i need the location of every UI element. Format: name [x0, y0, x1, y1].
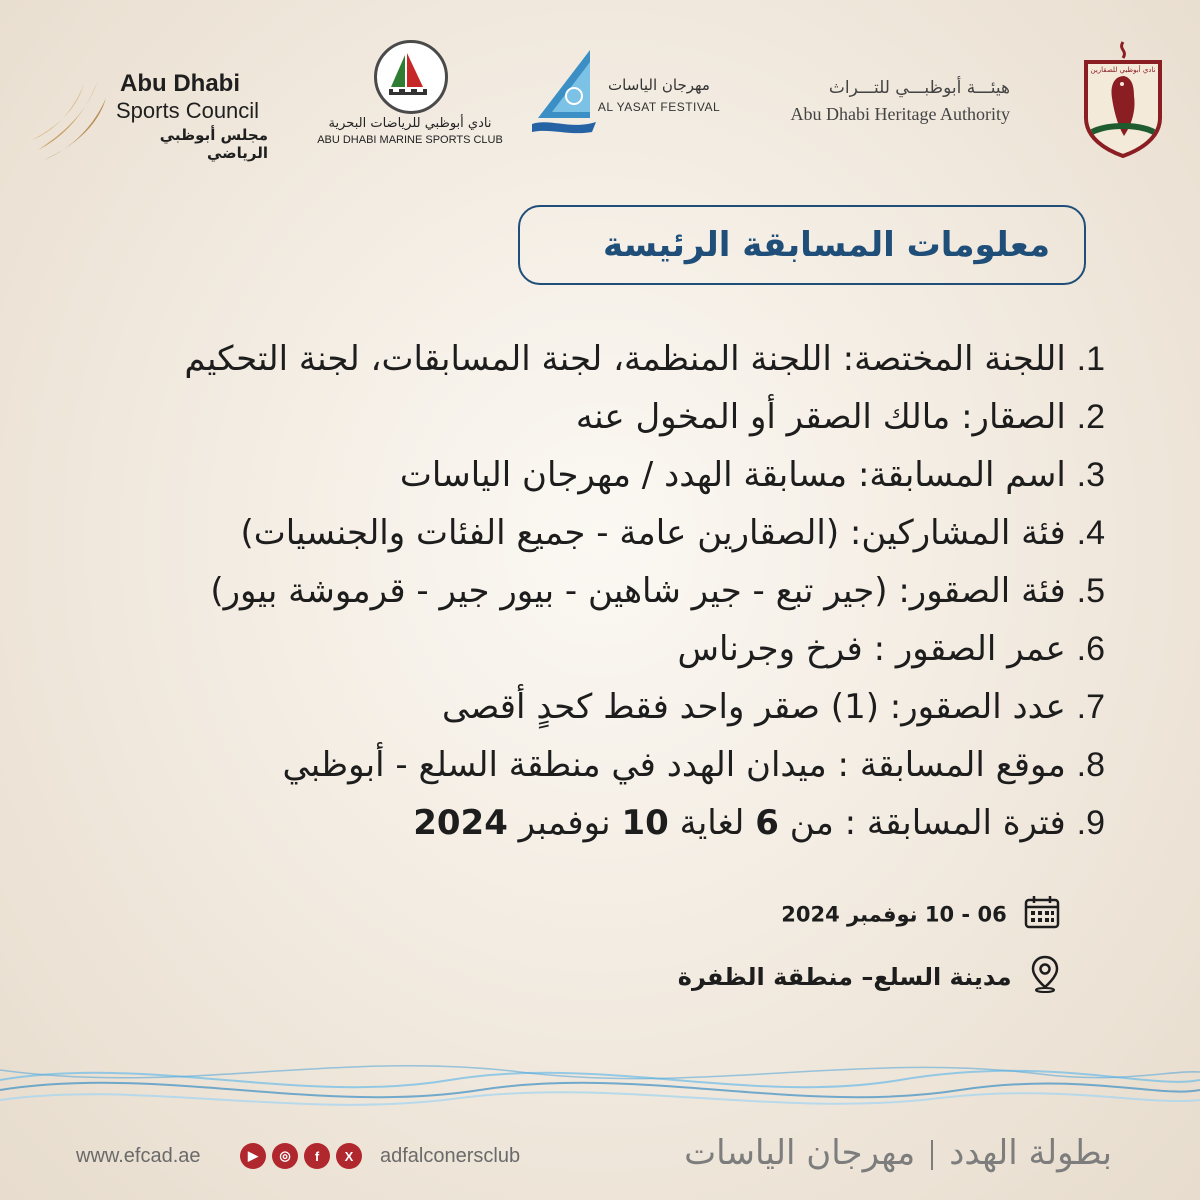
list-item: 4. فئة المشاركين: (الصقارين عامة - جميع الفئات والجنسيات): [240, 513, 1105, 553]
yasat-sail-icon: [530, 48, 600, 134]
marine-club-emblem-icon: [374, 40, 448, 114]
event-location-text: مدينة السلع– منطقة الظفرة: [677, 963, 1012, 991]
heritage-authority-logo: [770, 78, 1020, 138]
slogan-festival: مهرجان الياسات: [684, 1133, 916, 1173]
youtube-icon[interactable]: ▶: [240, 1143, 266, 1169]
x-twitter-icon[interactable]: X: [336, 1143, 362, 1169]
list-item: 3. اسم المسابقة: مسابقة الهدد / مهرجان الياسات: [399, 455, 1105, 495]
list-item: 7. عدد الصقور: (1) صقر واحد فقط كحدٍ أقصى: [441, 687, 1105, 727]
list-item: 5. فئة الصقور: (جير تبع - جير شاهين - بيور جير - قرموشة بيور): [210, 571, 1105, 611]
marine-club-logo: [300, 40, 530, 160]
title-box: [518, 205, 1086, 285]
marine-club-english: ABU DHABI MARINE SPORTS CLUB: [317, 134, 503, 146]
svg-text:نادي أبوظبي للصقارين: نادي أبوظبي للصقارين: [1090, 66, 1156, 74]
website-link[interactable]: www.efcad.ae: [76, 1145, 201, 1167]
slogan-separator: [931, 1140, 933, 1170]
yasat-festival-logo: [530, 48, 740, 158]
yasat-english: AL YASAT FESTIVAL: [597, 100, 721, 114]
list-item: 9. فترة المسابقة : من 6 لغاية 10 نوفمبر 2024: [413, 803, 1105, 843]
location-pin-icon: [1030, 955, 1060, 999]
social-handle[interactable]: adfalconersclub: [380, 1145, 521, 1167]
falconers-club-logo: [1078, 40, 1168, 158]
sports-council-line1: Abu Dhabi: [120, 70, 240, 97]
list-item: 8. موقع المسابقة : ميدان الهدد في منطقة السلع - أبوظبي: [282, 745, 1105, 785]
heritage-arabic: هيئـــة أبوظبـــي للتـــراث: [828, 78, 1010, 98]
marine-club-arabic: نادي أبوظبي للرياضات البحرية: [328, 116, 492, 131]
sports-council-emblem-icon: [28, 70, 114, 170]
facebook-icon[interactable]: f: [304, 1143, 330, 1169]
footer-slogan: [684, 1133, 1112, 1173]
event-date: [600, 895, 1060, 934]
falcon-shield-icon: [1078, 40, 1168, 158]
instagram-icon[interactable]: ◎: [272, 1143, 298, 1169]
social-icons: [240, 1143, 362, 1169]
partner-logos: [0, 40, 1200, 170]
page-title: معلومات المسابقة الرئيسة: [603, 225, 1050, 265]
footer: [0, 1125, 1200, 1185]
heritage-english: Abu Dhabi Heritage Authority: [790, 104, 1010, 124]
list-item: 1. اللجنة المختصة: اللجنة المنظمة، لجنة المسابقات، لجنة التحكيم: [184, 339, 1105, 379]
sports-council-arabic: مجلس أبوظبي الرياضي: [159, 126, 268, 162]
decorative-waves: [0, 1050, 1200, 1120]
yasat-arabic: مهرجان الياسات: [608, 76, 710, 94]
slogan-competition: بطولة الهدد: [949, 1133, 1112, 1173]
sports-council-line2: Sports Council: [116, 98, 260, 123]
sports-council-logo: [28, 70, 268, 170]
competition-info-list: [40, 330, 1105, 852]
calendar-icon: [1024, 895, 1060, 934]
event-date-text: 06 - 10 نوفمبر 2024: [781, 902, 1007, 927]
list-item: 6. عمر الصقور : فرخ وجرناس: [677, 629, 1105, 669]
list-item: 2. الصقار: مالك الصقر أو المخول عنه: [575, 397, 1105, 437]
event-location: [600, 955, 1060, 999]
